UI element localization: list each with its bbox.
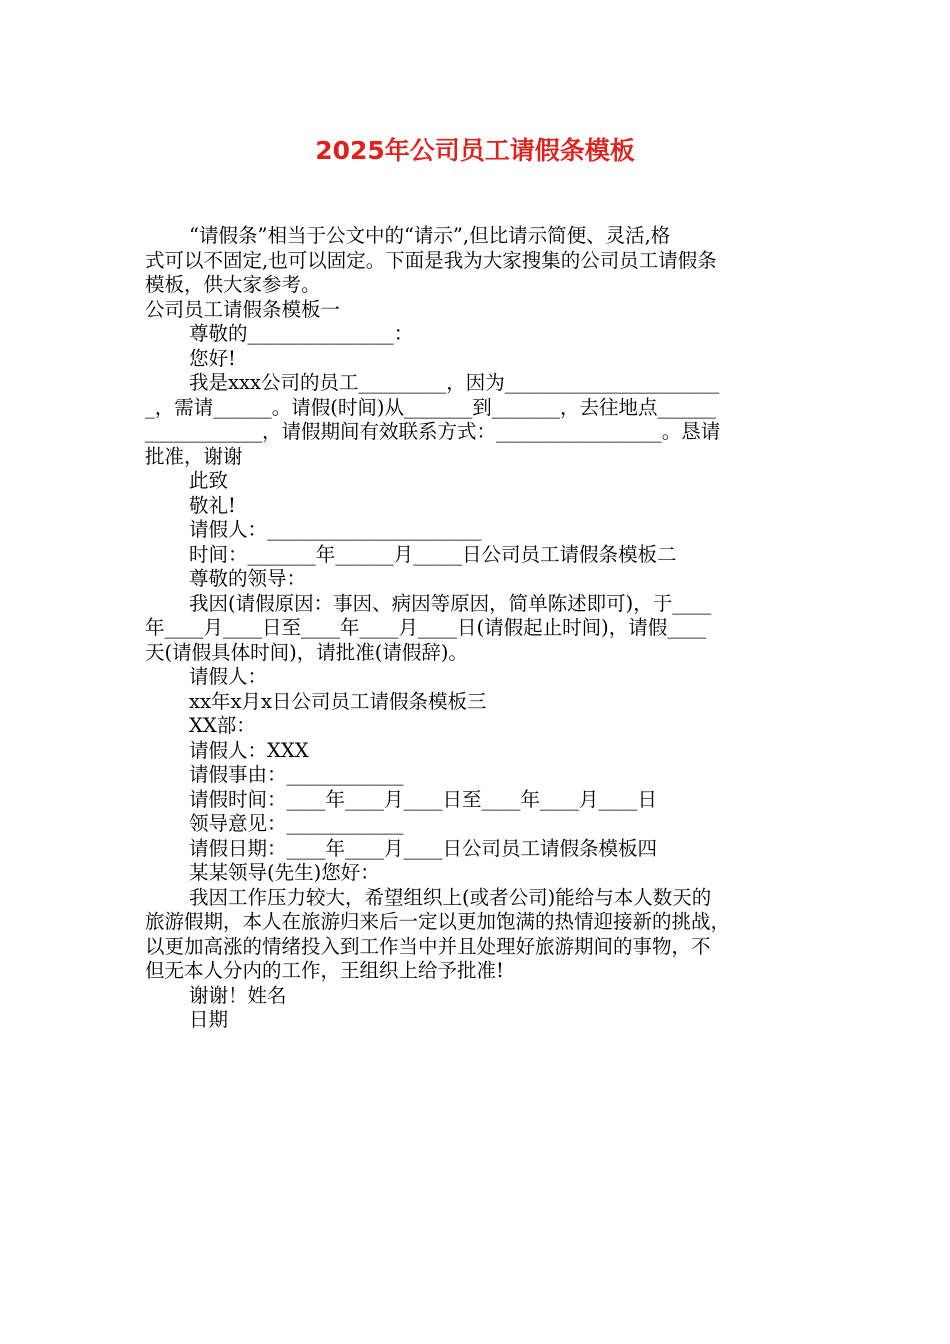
body-line: XX部： — [189, 714, 256, 737]
body-line: 公司员工请假条模板一 — [145, 297, 341, 321]
body-line: 尊敬的_______________： — [189, 322, 414, 345]
body-line: 模板，供大家参考。 — [145, 273, 321, 296]
body-line: 请假日期：____年____月____日公司员工请假条模板四 — [189, 836, 658, 860]
body-line: 日期 — [189, 1008, 229, 1031]
body-line: 请假事由：____________ — [189, 763, 404, 786]
document-body — [145, 224, 810, 1033]
body-line: 我因(请假原因：事因、病因等原因，简单陈述即可)，于____ — [189, 591, 712, 615]
body-line: _，需请______。请假(时间)从_______到_______，去往地点______ — [145, 395, 716, 419]
document-title: 2025年公司员工请假条模板 — [315, 136, 635, 165]
body-line: 谢谢！姓名 — [189, 983, 287, 1007]
body-line: “请假条”相当于公文中的“请示”,但比请示简便、灵活,格 — [189, 224, 671, 247]
body-line: xx年x月x日公司员工请假条模板三 — [189, 689, 487, 713]
body-line: 领导意见：____________ — [189, 812, 404, 835]
body-line: 请假人：______________________ — [189, 518, 482, 541]
body-line: 时间：_______年______月_____日公司员工请假条模板二 — [189, 542, 677, 566]
body-line: 旅游假期，本人在旅游归来后一定以更加饱满的热情迎接新的挑战， — [145, 910, 731, 933]
body-line: 请假人：XXX — [189, 738, 309, 762]
body-line: 尊敬的领导： — [189, 567, 307, 590]
body-line: 某某领导(先生)您好： — [189, 861, 380, 884]
body-line: 年____月____日至____年____月____日(请假起止时间)，请假____ — [145, 616, 707, 639]
body-line: 式可以不固定,也可以固定。下面是我为大家搜集的公司员工请假条 — [145, 248, 717, 272]
body-line: 以更加高涨的情绪投入到工作当中并且处理好旅游期间的事物，不 — [145, 934, 711, 958]
body-line: 请假人： — [189, 665, 268, 688]
body-line: 请假时间：____年____月____日至____年____月____日 — [189, 787, 658, 811]
body-line: ____________，请假期间有效联系方式：_________________。恳请 — [145, 420, 721, 443]
body-line: 天(请假具体时间)，请批准(请假辞)。 — [145, 640, 468, 664]
body-line: 我因工作压力较大，希望组织上(或者公司)能给与本人数天的 — [189, 885, 712, 909]
body-line: 但无本人分内的工作，王组织上给予批准! — [145, 959, 504, 982]
body-line: 此致 — [189, 469, 229, 492]
body-line: 敬礼! — [189, 493, 236, 517]
body-line: 批准，谢谢 — [145, 444, 243, 468]
body-line: 您好! — [189, 346, 236, 370]
body-line: 我是xxx公司的员工_________，因为______________________ — [189, 371, 720, 394]
